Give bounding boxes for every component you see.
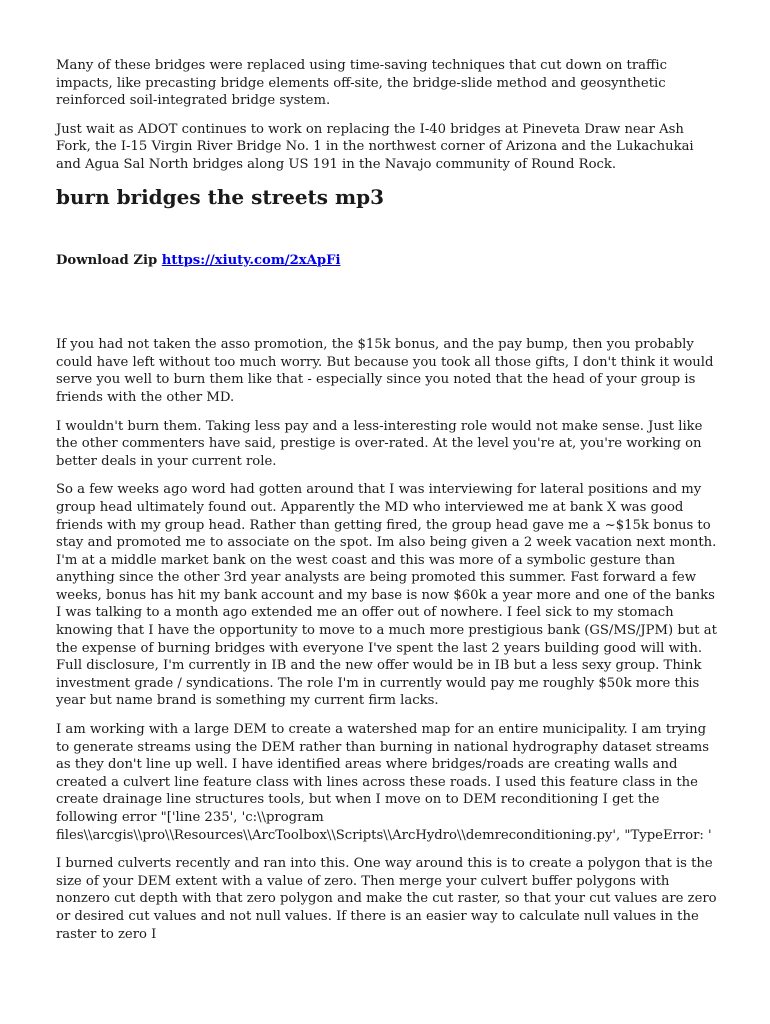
paragraph-adot-bridges: Just wait as ADOT continues to work on replacing the I-40 bridges at Pineveta Draw near Ash Fork, the I-15 Virgin River Bridge No. 1 in the northwest corner of Arizona and the Lukachukai and Agua Sal North bridges along US 191 in the Navajo community of Round Rock.	[56, 121, 694, 172]
paragraph-wouldnt-burn: I wouldn't burn them. Taking less pay and a less-interesting role would not make sense. Just like the other commenters have said, prestige is over-rated. At the level you're at, you're working on better deals in your current role.	[56, 418, 703, 469]
download-label: Download Zip	[56, 252, 158, 268]
paragraph-burned-culverts: I burned culverts recently and ran into this. One way around this is to create a polygon that is the size of your DEM extent with a value of zero. Then merge your culvert buffer polygons with nonzero cut depth with that zero polygon and make the cut raster, so that your cut values are zero or desired cut values and not null values. If there is an easier way to calculate null values in the raster to zero I	[56, 856, 717, 942]
spacer	[56, 269, 721, 336]
download-link[interactable]: https://xiuty.com/2xApFi	[161, 252, 341, 268]
page-title: burn bridges the streets mp3	[56, 184, 385, 209]
download-line	[56, 252, 721, 270]
dem-error-path: files\\arcgis\\pro\\Resources\\ArcToolbox\\Scripts\\ArcHydro\\demreconditioning.py', "TypeError: '	[56, 827, 712, 843]
paragraph-asso-promotion: If you had not taken the asso promotion, the $15k bonus, and the pay bump, then you probably could have left without too much worry. But because you took all those gifts, I don't think it would serve you well to burn them like that - especially since you noted that the head of your group is friends with the other MD.	[56, 337, 714, 405]
document-page	[56, 57, 721, 954]
dem-text: I am working with a large DEM to create a watershed map for an entire municipality. I am trying to generate streams using the DEM rather than burning in national hydrography dataset streams as they don't line up well. I have identified areas where bridges/roads are creating walls and created a culvert line feature class with lines across these roads. I used this feature class in the create drainage line structures tools, but when I move on to DEM reconditioning I get the following error "['line 235', 'c:\\program	[56, 722, 710, 825]
paragraph-interviewing: So a few weeks ago word had gotten around that I was interviewing for lateral positions and my group head ultimately found out. Apparently the MD who interviewed me at bank X was good friends with my group head. Rather than getting fired, the group head gave me a ~$15k bonus to stay and promoted me to associate on the spot. Im also being given a 2 week vacation next month. I'm at a middle market bank on the west coast and this was more of a symbolic gesture than anything since the other 3rd year analysts are being promoted this summer. Fast forward a few weeks, bonus has hit my bank account and my base is now $60k a year more and one of the banks I was talking to a month ago extended me an offer out of nowhere. I feel sick to my stomach knowing that I have the opportunity to move to a much more prestigious bank (GS/MS/JPM) but at the expense of burning bridges with everyone I've spent the last 2 years building good will with. Full disclosure, I'm currently in IB and the new offer would be in IB but a less sexy group. Think investment grade / syndications. The role I'm in currently would pay me roughly $50k more this year but name brand is something my current firm lacks.	[56, 482, 717, 709]
paragraph-dem-watershed	[56, 721, 721, 844]
paragraph-bridges-replaced: Many of these bridges were replaced using time-saving techniques that cut down on traffic impacts, like precasting bridge elements off-site, the bridge-slide method and geosynthetic reinforced soil-integrated bridge system.	[56, 58, 667, 109]
